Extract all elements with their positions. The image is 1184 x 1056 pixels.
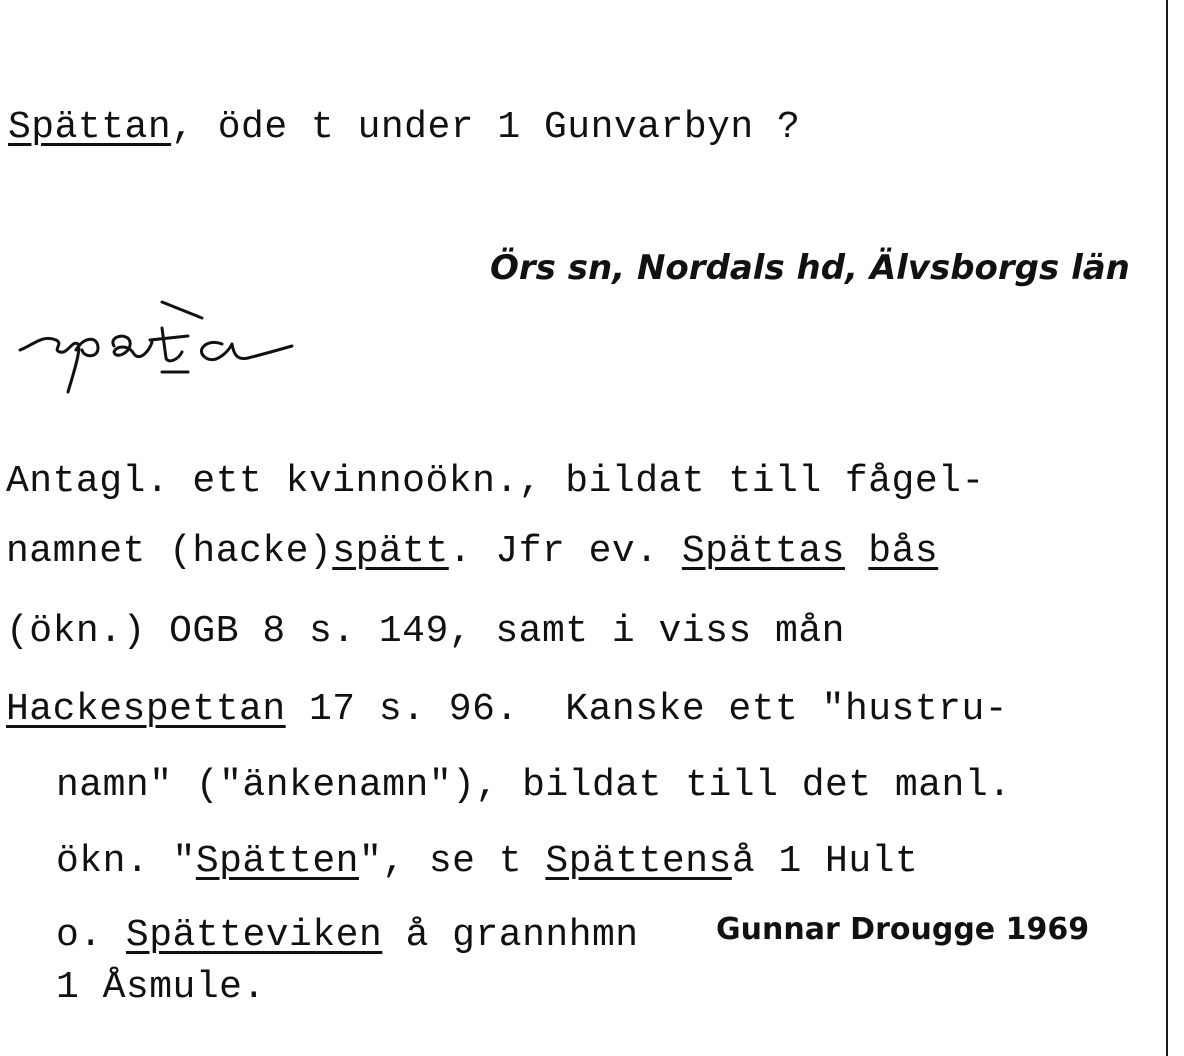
ref-hackespettan: Hackespettan bbox=[6, 688, 286, 731]
body-line-3: (ökn.) OGB 8 s. 149, samt i viss mån bbox=[6, 610, 845, 653]
body-line-4: Hackespettan 17 s. 96. Kanske ett "hustru- bbox=[6, 688, 1009, 731]
body-line-1: Antagl. ett kvinnoökn., bildat till fågel- bbox=[6, 460, 985, 503]
signature: Gunnar Drougge 1969 bbox=[716, 912, 1090, 947]
body-line-6: ökn. "Spätten", se t Spättenså 1 Hult bbox=[56, 840, 919, 883]
headword: Spättan bbox=[8, 106, 172, 149]
ref-bas: bås bbox=[868, 530, 939, 573]
handwritten-pronunciation bbox=[12, 288, 302, 398]
body-line-5: namn" ("änkenamn"), bildat till det manl. bbox=[56, 764, 1012, 807]
ref-spatten: Spätten bbox=[195, 840, 359, 883]
location-stamp: Örs sn, Nordals hd, Älvsborgs län bbox=[490, 248, 1130, 288]
ref-spatteviken: Spätteviken bbox=[125, 914, 383, 957]
card-title: Spättan, öde t under 1 Gunvarbyn ? bbox=[8, 106, 801, 149]
body-line-2: namnet (hacke)spätt. Jfr ev. Spättas bås bbox=[6, 530, 939, 573]
ref-spatt: spätt bbox=[332, 530, 449, 573]
ref-spattas: Spättas bbox=[681, 530, 845, 573]
body-line-7: o. Spätteviken å grannhmn bbox=[56, 914, 639, 957]
card-edge bbox=[1166, 0, 1168, 1056]
body-line-8: 1 Åsmule. bbox=[56, 966, 266, 1009]
ref-spattens: Spättens bbox=[545, 840, 732, 883]
